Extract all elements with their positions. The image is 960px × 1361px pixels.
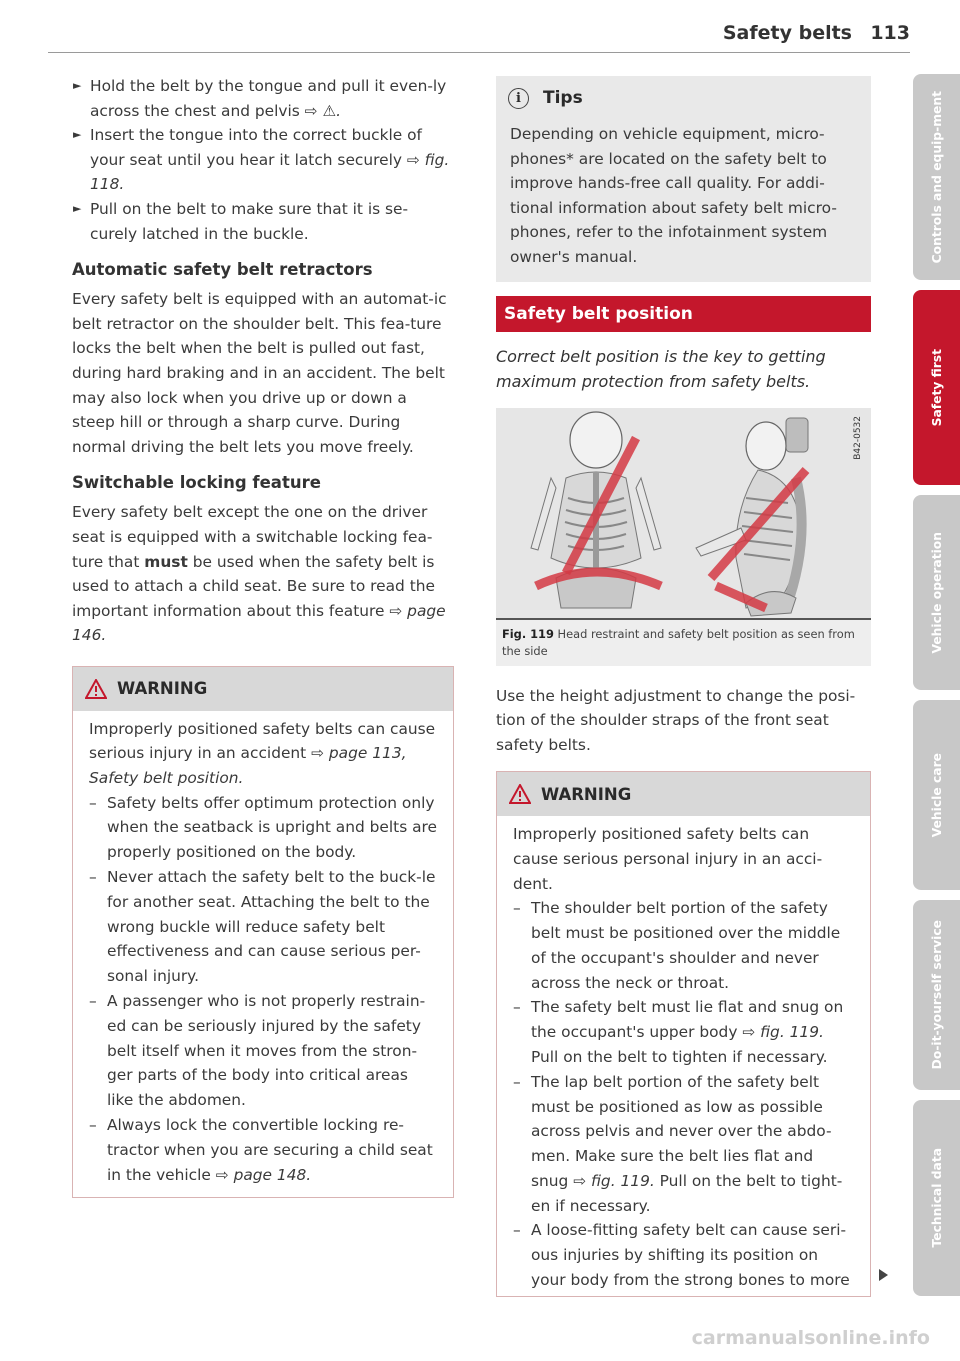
warning-intro: Improperly positioned safety belts can cause serious injury in an accident ⇨ page 113, Safety belt position. xyxy=(89,719,436,788)
figure-illustration xyxy=(496,408,871,620)
section-heading: Automatic safety belt retractors xyxy=(72,260,373,280)
warning-item: – Never attach the safety belt to the buck-le for another seat. Attaching the belt to the wrong buckle will reduce safety belt effectiveness and can cause serious per-sonal injury. xyxy=(89,868,436,986)
warning-item: – A passenger who is not properly restrain-ed can be seriously injured by the safety belt itself when it moves from the stron-ger parts of the body into critical areas like the abdomen. xyxy=(89,992,426,1110)
cross-reference-link[interactable]: ⇨ page 113, Safety belt position. xyxy=(89,744,407,788)
figure-label: Fig. 119 xyxy=(502,626,554,641)
side-tab-vehicle-care[interactable]: Vehicle care xyxy=(913,700,960,890)
warning-intro: Improperly positioned safety belts can cause serious personal injury in an acci-dent. xyxy=(513,825,823,893)
side-tab-technical-data[interactable]: Technical data xyxy=(913,1100,960,1296)
warning-body xyxy=(497,816,870,1297)
warning-triangle-icon xyxy=(85,679,107,699)
section-title-bar: Safety belt position xyxy=(496,296,871,332)
figure-rule xyxy=(496,618,871,620)
warning-title: WARNING xyxy=(541,784,632,804)
figure-code: B42-0532 xyxy=(853,415,863,460)
right-column xyxy=(496,76,871,1297)
side-tab-do-it-yourself[interactable]: Do-it-yourself service xyxy=(913,900,960,1090)
triangle-bullet-icon: ► xyxy=(73,128,82,142)
cross-reference-link[interactable]: ⇨ page 146. xyxy=(72,601,446,645)
warning-header xyxy=(73,667,453,711)
warning-triangle-icon xyxy=(509,784,531,804)
cross-reference-link[interactable]: ⇨ fig. 119. xyxy=(573,1171,655,1190)
triangle-bullet-icon: ► xyxy=(73,201,82,215)
warning-item: – Safety belts offer optimum protection only when the seatback is upright and belts are properly positioned on the body. xyxy=(89,793,437,862)
warning-item: – The safety belt must lie flat and snug on the occupant's upper body ⇨ fig. 119. Pull on the belt to tighten if necessary. xyxy=(513,998,844,1066)
warning-box xyxy=(496,771,871,1297)
body-paragraph: Use the height adjustment to change the posi-tion of the shoulder straps of the front seat safety belts. xyxy=(496,686,856,754)
section-intro: Correct belt position is the key to getting maximum protection from safety belts. xyxy=(496,346,826,391)
instruction-step: ► Hold the belt by the tongue and pull it even-ly across the chest and pelvis ⇨ ⚠. xyxy=(72,74,454,123)
side-tab-vehicle-operation[interactable]: Vehicle operation xyxy=(913,495,960,690)
page-number: 113 xyxy=(870,22,910,44)
running-title: Safety belts xyxy=(722,22,852,44)
cross-reference-link[interactable]: ⇨ page 148. xyxy=(215,1165,312,1184)
figure-caption: Fig. 119 Head restraint and safety belt position as seen from the side xyxy=(496,620,871,666)
cross-reference-link[interactable]: ⇨ ⚠. xyxy=(304,101,342,120)
left-column xyxy=(72,74,454,1198)
tips-body: Depending on vehicle equipment, micro-phones* are located on the safety belt to improve hands-free call quality. For addi-tional information about safety belt micro-phones, refer to the infotainment system owner's manual. xyxy=(510,125,837,266)
tips-box xyxy=(496,76,871,282)
body-paragraph: Every safety belt except the one on the driver seat is equipped with a switchable locking fea-ture that must be used when the safety belt is used to attach a child seat. Be sure to read the important information about this feature ⇨ page 146. xyxy=(72,503,446,645)
body-paragraph: Every safety belt is equipped with an automat-ic belt retractor on the shoulder belt. This fea-ture locks the belt when the belt is pulled out fast, during hard braking and in an accident. The belt may also lock when you drive up or down a steep hill or through a sharp curve. During normal driving the belt lets you move freely. xyxy=(72,290,447,456)
instruction-step: ► Pull on the belt to make sure that it is se-curely latched in the buckle. xyxy=(72,197,454,246)
tips-title: Tips xyxy=(543,88,583,108)
warning-header xyxy=(497,772,870,816)
warning-item: – The shoulder belt portion of the safety belt must be positioned over the middle of the occupant's shoulder and never across the neck or throat. xyxy=(513,899,841,992)
cross-reference-link[interactable]: ⇨ fig. 119. xyxy=(742,1023,824,1042)
warning-body xyxy=(73,711,453,1198)
warning-item: – The lap belt portion of the safety belt must be positioned as low as possible across pelvis and never over the abdo-men. Make sure the belt lies flat and snug ⇨ fig. 119. Pull on the belt to tight-en if necessary. xyxy=(513,1072,843,1215)
warning-item: – A loose-fitting safety belt can cause seri-ous injuries by shifting its position on your body from the strong bones to more xyxy=(513,1221,850,1290)
instruction-step: ► Insert the tongue into the correct buckle of your seat until you hear it latch securely ⇨ fig. 118. xyxy=(72,123,454,197)
footer-watermark: carmanualsonline.info xyxy=(691,1327,930,1349)
tips-header xyxy=(496,76,871,120)
side-tab-controls[interactable]: Controls and equip-ment xyxy=(913,74,960,280)
warning-title: WARNING xyxy=(117,679,208,699)
info-icon: i xyxy=(508,88,529,109)
continued-arrow-icon xyxy=(879,1269,888,1281)
triangle-bullet-icon: ► xyxy=(73,79,82,92)
page-header xyxy=(48,0,910,53)
side-tab-safety-first[interactable]: Safety first xyxy=(913,290,960,485)
cross-reference-link[interactable]: ⇨ fig. 118. xyxy=(90,150,450,194)
warning-box xyxy=(72,666,454,1199)
warning-item: – Always lock the convertible locking re-tractor when you are securing a child seat in the vehicle ⇨ page 148. xyxy=(89,1116,433,1184)
seatbelt-illustration xyxy=(496,408,871,620)
section-heading: Switchable locking feature xyxy=(72,473,321,493)
